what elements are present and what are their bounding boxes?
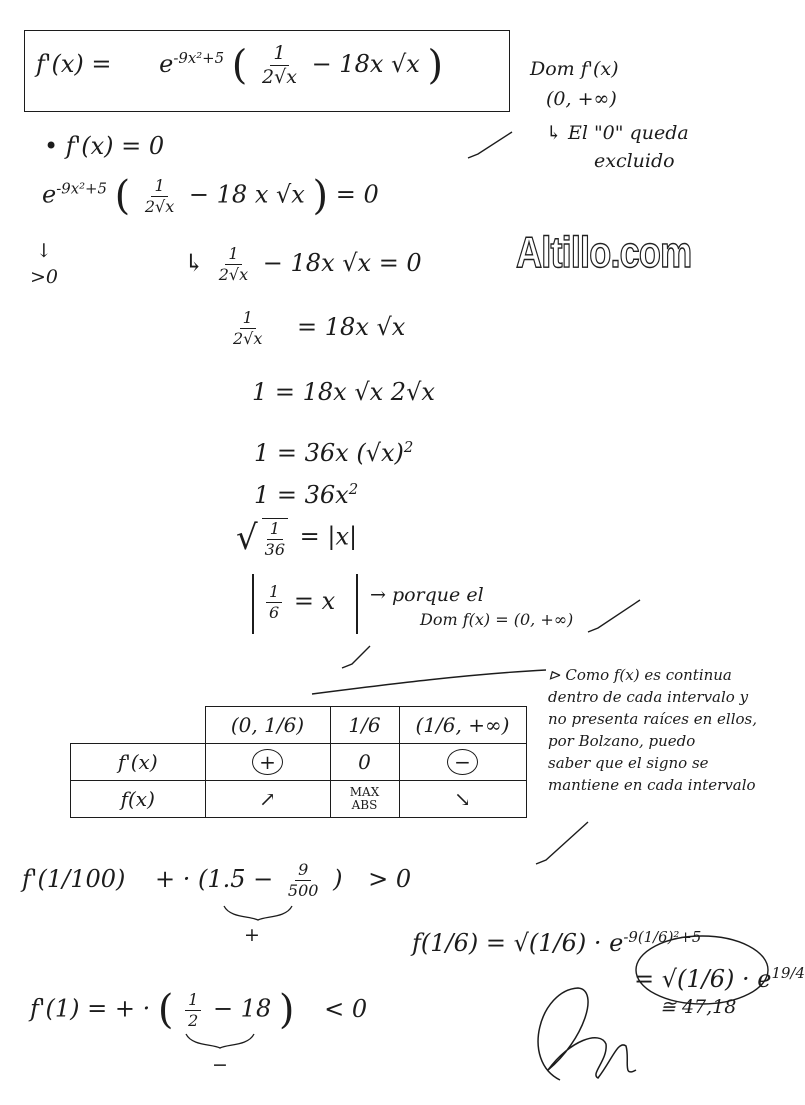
step-5-text: 1 = 36x	[254, 481, 349, 509]
header-critical: 1/6	[330, 707, 399, 744]
max-eq-root: = √(1/6)	[634, 965, 735, 993]
zero-title: • f'(x) = 0	[44, 132, 165, 160]
solution-note-2: Dom f(x) = (0, +∞)	[420, 610, 574, 629]
sign-negative: −	[447, 749, 478, 775]
domain-line-4: excluido	[594, 150, 675, 172]
tp1-under: +	[244, 924, 260, 946]
row-label-derivative: f'(x)	[71, 744, 206, 781]
tp2-lhs: f'(1) = + ·	[30, 994, 151, 1023]
bolzano-line-4: por Bolzano, puedo	[548, 732, 696, 750]
zero-frac-num: 1	[151, 178, 167, 197]
tp1-result: > 0	[368, 865, 412, 893]
tp2-under: −	[212, 1054, 228, 1076]
tp2-den: 2	[188, 1010, 199, 1030]
brace-under-1	[224, 906, 292, 920]
header-interval-1: (0, 1/6)	[205, 707, 330, 744]
positive-text: >0	[30, 266, 59, 288]
tp1-den: 500	[287, 881, 319, 900]
max-dot-e: · e	[593, 929, 624, 957]
header-frac-num: 1	[270, 44, 288, 66]
row-label-function: f(x)	[71, 781, 206, 818]
tp2-result: < 0	[324, 994, 368, 1023]
tp1-close: )	[333, 865, 343, 893]
bolzano-line-2: dentro de cada intervalo y	[548, 688, 749, 706]
brace-under-2	[186, 1034, 254, 1048]
bolzano-line-5: saber que el signo se	[548, 754, 709, 772]
solution-den: 6	[269, 603, 280, 622]
step-2-rest: = 18x √x	[297, 313, 406, 341]
signature-icon	[538, 988, 636, 1080]
solution-note-1: → porque el	[370, 584, 484, 606]
step-6-num: 1	[267, 521, 283, 540]
solution-num: 1	[266, 584, 282, 603]
max-abs-label: MAX ABS	[330, 781, 399, 818]
check-mark-1	[468, 132, 512, 158]
tp2-num: 1	[185, 992, 201, 1011]
header-exp-power: -9x²+5	[173, 49, 225, 67]
bolzano-line-3: no presenta raíces en ellos,	[548, 710, 758, 728]
arrow-to-note	[312, 670, 546, 694]
step-1-den: 2√x	[218, 265, 249, 284]
header-formula: $f'(x) = e^{-9x^2+5}$ ( $\frac{1}{2√x}$ − 18x √x )	[36, 42, 444, 89]
bolzano-line-1: ⊳ Como f(x) es continua	[548, 666, 732, 684]
tp2-rest: − 18	[212, 994, 272, 1023]
test-point-2: f'(1) = + · ( $\frac{1}{2}$ − 18 ) < 0	[30, 987, 368, 1033]
zero-frac-den: 2√x	[144, 196, 175, 216]
step-4-sup: 2	[403, 438, 414, 456]
decreasing-arrow: ↘	[399, 781, 526, 818]
max-lhs: f(1/6) =	[412, 929, 506, 957]
increasing-arrow: ↗	[205, 781, 330, 818]
header-frac-den: 2√x	[262, 66, 297, 88]
header-lhs: f'(x) =	[36, 50, 112, 78]
step-6-den: 36	[264, 540, 286, 559]
step-6: √ $\frac{1}{36}$ = |x|	[236, 518, 358, 559]
step-1-prefix: ↳	[184, 249, 205, 277]
tp1-lhs: f'(1/100)	[22, 865, 126, 893]
step-1-num: 1	[225, 246, 241, 265]
zero-equation: $e^{-9x^2+5}$ ( $\frac{1}{2√x}$ − 18 x √x ) = 0	[42, 173, 379, 219]
header-rest: − 18x √x	[311, 50, 420, 78]
sign-zero: 0	[330, 744, 399, 781]
domain-line-3: ↳ El "0" queda	[546, 122, 689, 144]
check-mark-2	[588, 600, 640, 632]
header-interval-2: (1/6, +∞)	[399, 707, 526, 744]
tp1-expr: + · (1.5 −	[155, 865, 274, 893]
header-exp-base: e	[159, 50, 174, 78]
solution-rest: = x	[293, 587, 336, 615]
step-2-num: 1	[240, 310, 256, 329]
step-2-den: 2√x	[233, 329, 263, 348]
bolzano-line-6: mantiene en cada intervalo	[548, 776, 756, 794]
step-3: 1 = 18x √x 2√x	[252, 378, 435, 406]
zero-base: e	[42, 180, 57, 209]
sign-positive: +	[252, 749, 283, 775]
max-eq-e: · e	[742, 965, 772, 993]
max-eq-power: 19/4	[771, 964, 805, 982]
domain-line-2: (0, +∞)	[546, 88, 617, 110]
positive-arrow: ↓	[36, 240, 52, 262]
result-circle	[636, 936, 768, 1004]
zero-rest: − 18 x √x	[188, 180, 305, 209]
step-6-rest: = |x|	[299, 522, 358, 551]
check-mark-4	[536, 822, 588, 864]
domain-line-1: Dom f'(x)	[530, 58, 619, 80]
altillo-watermark: Altillo.com	[516, 228, 692, 277]
max-root: √(1/6)	[513, 929, 587, 957]
max-approx: ≅ 47,18	[660, 996, 737, 1018]
zero-power: -9x²+5	[56, 179, 107, 198]
step-4-text: 1 = 36x (√x)	[254, 439, 404, 467]
step-1-rest: − 18x √x = 0	[262, 249, 422, 277]
tp1-num: 9	[295, 862, 311, 881]
check-mark-3	[342, 646, 370, 668]
step-5-sup: 2	[348, 480, 359, 498]
max-power: -9(1/6)²+5	[623, 928, 702, 946]
zero-eq: = 0	[335, 180, 379, 209]
